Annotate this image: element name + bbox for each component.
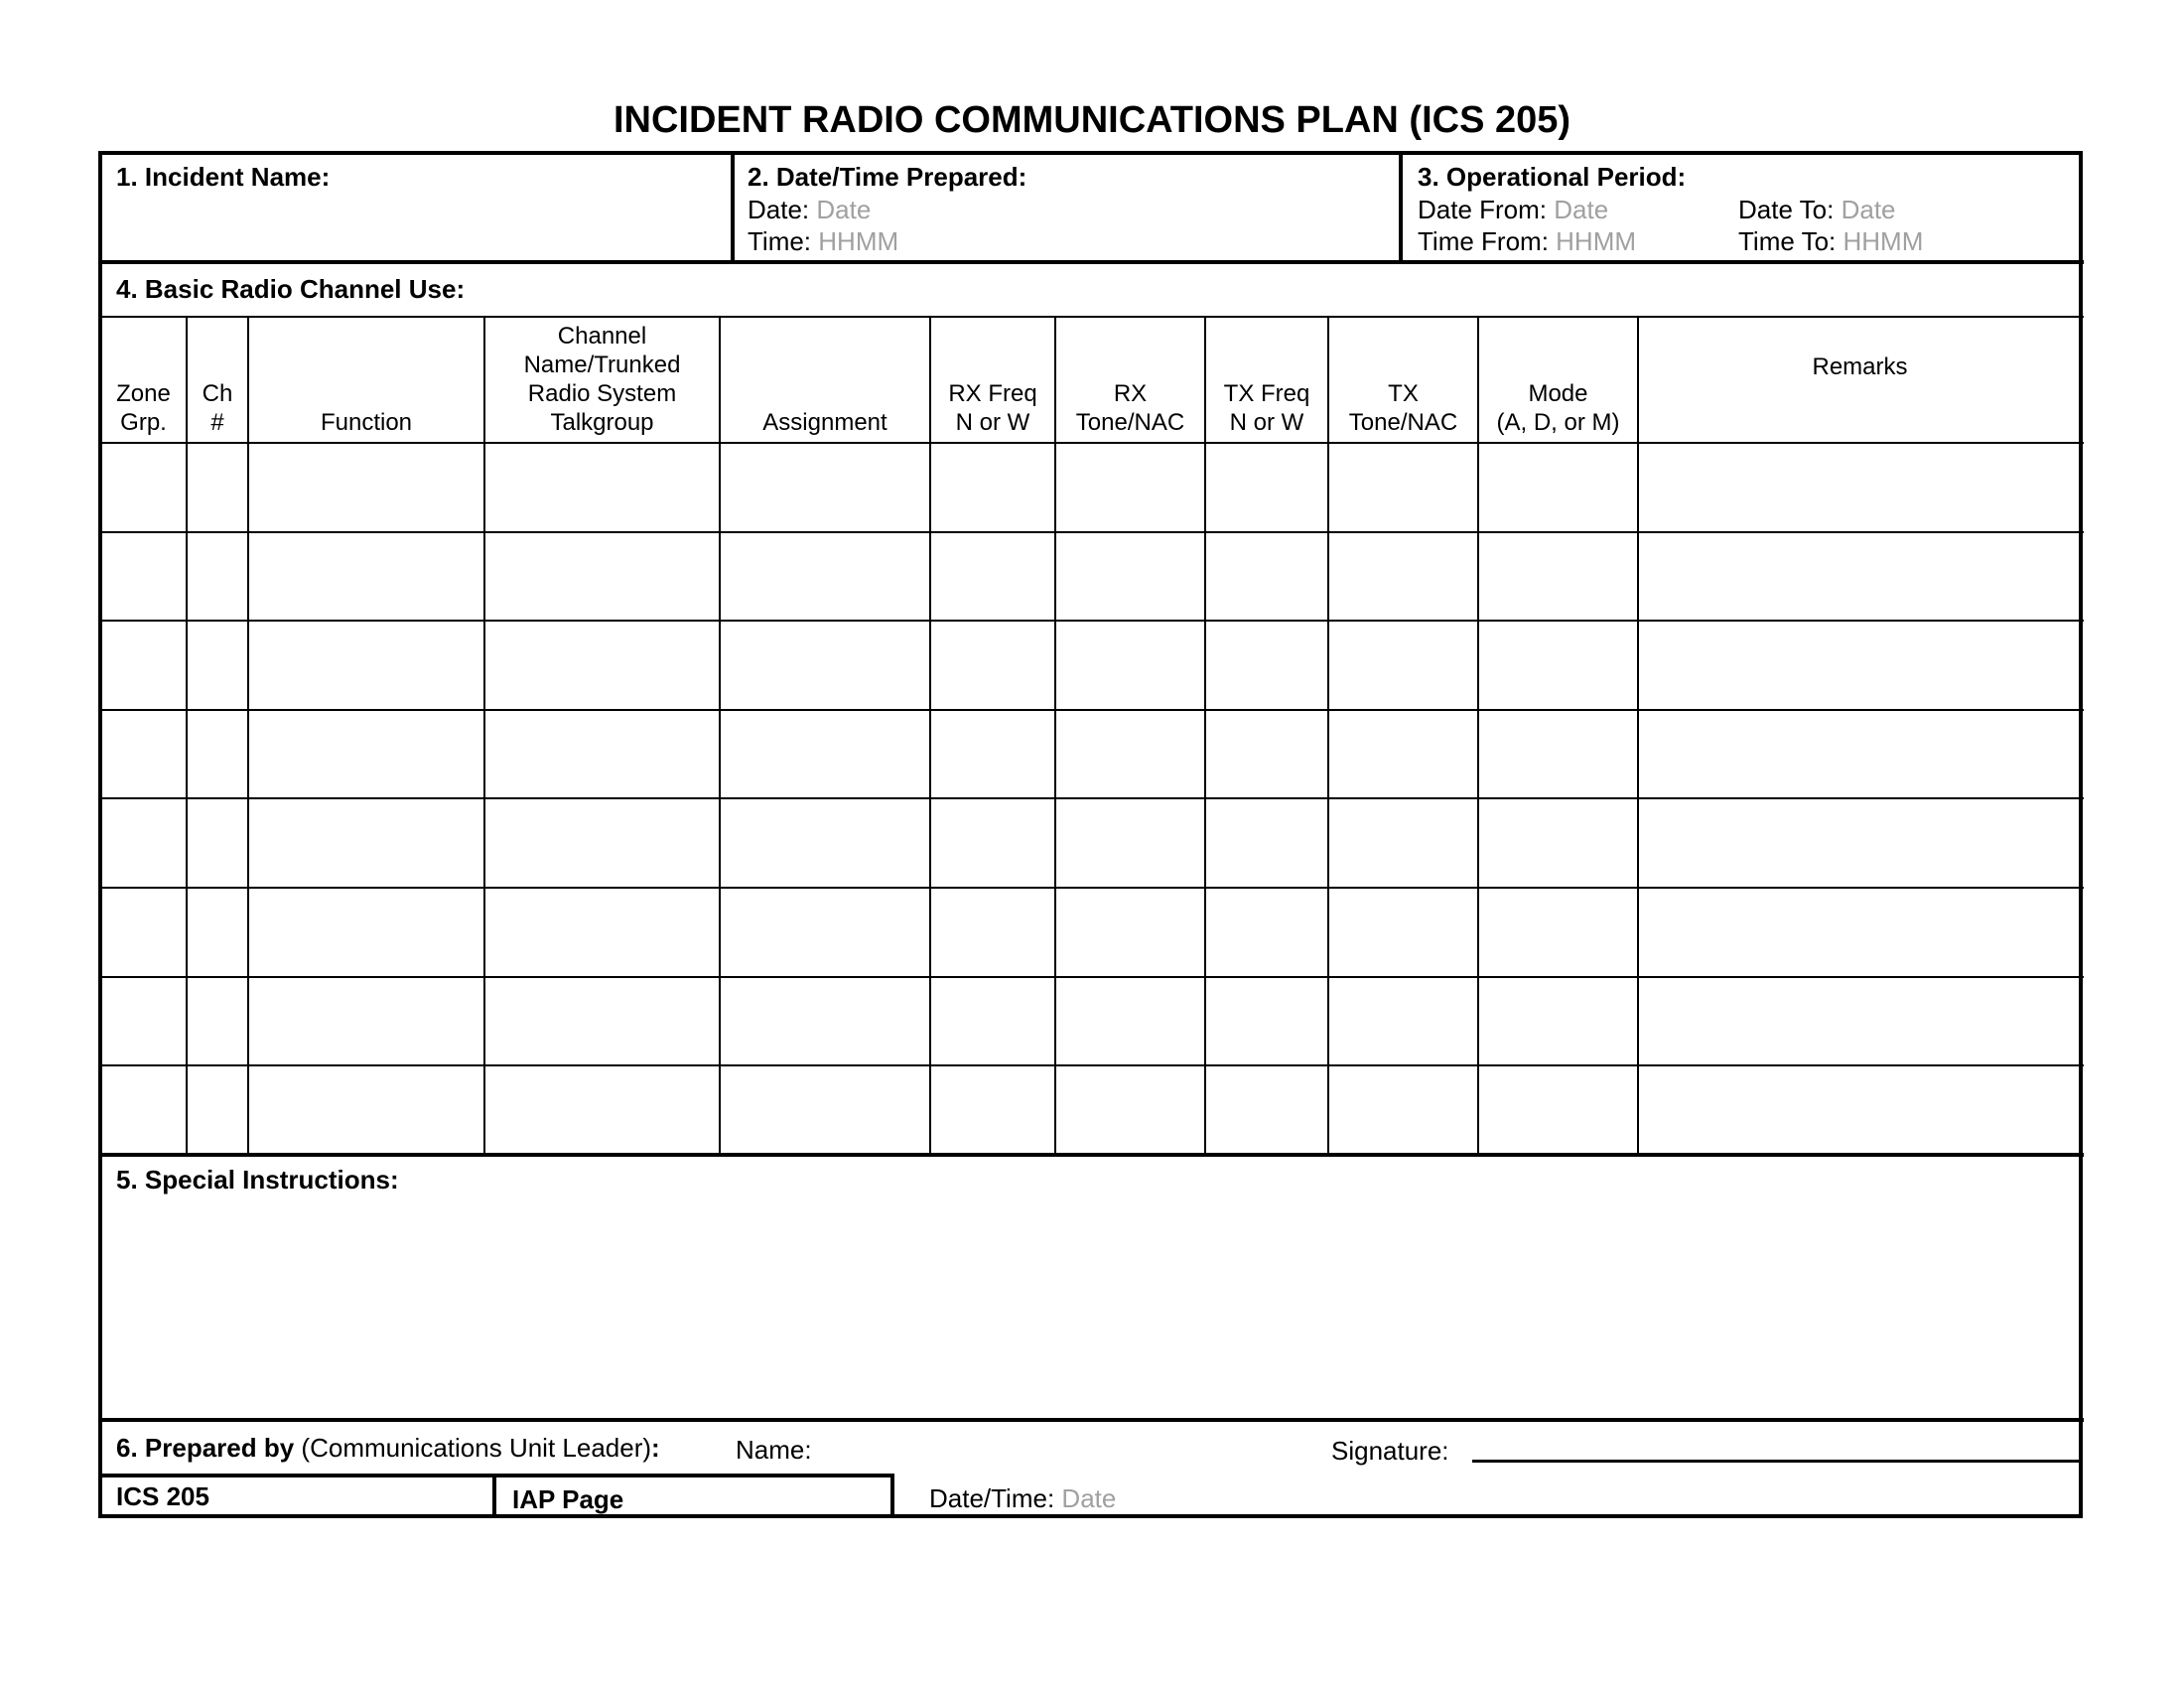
column-header-line: TX Freq	[1223, 380, 1310, 407]
column-header-line: Ch	[202, 380, 233, 407]
table-cell[interactable]	[1205, 1065, 1328, 1155]
column-header	[1638, 318, 2082, 443]
table-cell[interactable]	[1328, 532, 1478, 622]
table-cell[interactable]	[930, 888, 1055, 977]
time-label: Time:	[748, 226, 812, 256]
date-from-label: Date From:	[1418, 195, 1548, 224]
table-cell[interactable]	[1638, 710, 2082, 799]
divider	[98, 1474, 894, 1477]
column-divider	[929, 318, 931, 1155]
table-cell[interactable]	[1055, 532, 1205, 622]
signature-line[interactable]	[1472, 1460, 2081, 1463]
time-from-label: Time From:	[1418, 226, 1549, 256]
column-header-line: Tone/NAC	[1075, 409, 1185, 436]
table-cell[interactable]	[1328, 888, 1478, 977]
divider	[98, 1418, 2084, 1422]
column-header-line: Talkgroup	[550, 409, 654, 436]
table-cell[interactable]	[930, 1065, 1055, 1155]
table-cell[interactable]	[720, 621, 930, 710]
table-cell[interactable]	[1328, 710, 1478, 799]
table-cell[interactable]	[484, 710, 720, 799]
column-header	[930, 318, 1055, 443]
date-from-row	[1418, 195, 1608, 225]
table-cell[interactable]	[1205, 798, 1328, 888]
table-cell[interactable]	[930, 532, 1055, 622]
time-from-row	[1418, 226, 1636, 257]
table-cell[interactable]	[187, 888, 248, 977]
table-cell[interactable]	[248, 977, 484, 1066]
table-cell[interactable]	[930, 798, 1055, 888]
table-cell[interactable]	[1205, 977, 1328, 1066]
table-cell[interactable]	[484, 888, 720, 977]
divider	[731, 151, 735, 262]
table-cell[interactable]	[720, 1065, 930, 1155]
date-label: Date:	[748, 195, 810, 224]
table-cell[interactable]	[100, 621, 187, 710]
table-cell[interactable]	[187, 443, 248, 532]
table-cell[interactable]	[100, 532, 187, 622]
table-cell[interactable]	[484, 798, 720, 888]
table-cell[interactable]	[1328, 798, 1478, 888]
table-cell[interactable]	[248, 443, 484, 532]
table-cell[interactable]	[1638, 621, 2082, 710]
table-cell[interactable]	[100, 443, 187, 532]
table-cell[interactable]	[930, 710, 1055, 799]
form-id-label: ICS 205	[116, 1481, 209, 1511]
table-cell[interactable]	[720, 798, 930, 888]
table-cell[interactable]	[187, 977, 248, 1066]
date-to-label: Date To:	[1738, 195, 1835, 224]
table-cell[interactable]	[1205, 621, 1328, 710]
table-cell[interactable]	[484, 977, 720, 1066]
column-header	[1055, 318, 1205, 443]
table-cell[interactable]	[100, 977, 187, 1066]
column-header-line: N or W	[955, 409, 1030, 436]
column-header-line: RX	[1113, 380, 1148, 407]
table-cell[interactable]	[1478, 888, 1638, 977]
table-cell[interactable]	[1478, 977, 1638, 1066]
table-cell[interactable]	[1055, 977, 1205, 1066]
column-header	[1205, 318, 1328, 443]
column-header-line: Mode	[1528, 380, 1588, 407]
column-header-line: Name/Trunked	[523, 352, 681, 378]
time-to-field[interactable]: HHMM	[1843, 226, 1924, 256]
name-label: Name:	[736, 1435, 812, 1465]
datetime-label: Date/Time:	[929, 1483, 1055, 1513]
table-cell[interactable]	[1055, 443, 1205, 532]
table-cell[interactable]	[1638, 1065, 2082, 1155]
table-cell[interactable]	[930, 621, 1055, 710]
table-cell[interactable]	[187, 710, 248, 799]
table-cell[interactable]	[1328, 1065, 1478, 1155]
column-header-line: Radio System	[527, 380, 677, 407]
table-cell[interactable]	[1638, 798, 2082, 888]
table-cell[interactable]	[1478, 621, 1638, 710]
form-title: INCIDENT RADIO COMMUNICATIONS PLAN (ICS 205)	[613, 99, 1571, 141]
iap-page-label: IAP Page	[512, 1484, 624, 1514]
column-header	[1328, 318, 1478, 443]
column-header-line: (A, D, or M)	[1496, 409, 1620, 436]
table-cell[interactable]	[248, 888, 484, 977]
table-cell[interactable]	[484, 1065, 720, 1155]
table-cell[interactable]	[1055, 621, 1205, 710]
table-cell[interactable]	[1205, 532, 1328, 622]
table-cell[interactable]	[248, 710, 484, 799]
table-cell[interactable]	[484, 532, 720, 622]
column-header-line: Remarks	[1812, 352, 1908, 380]
divider	[492, 1474, 496, 1518]
column-header-line: Assignment	[762, 409, 887, 436]
table-cell[interactable]	[100, 1065, 187, 1155]
column-header-line: Function	[320, 409, 413, 436]
table-cell[interactable]	[1478, 532, 1638, 622]
prepared-by-label: 6. Prepared by (Communications Unit Leader):	[116, 1433, 660, 1463]
table-cell[interactable]	[187, 798, 248, 888]
table-cell[interactable]	[1205, 888, 1328, 977]
table-cell[interactable]	[187, 621, 248, 710]
column-divider	[1204, 318, 1206, 1155]
table-cell[interactable]	[1478, 710, 1638, 799]
time-to-label: Time To:	[1738, 226, 1837, 256]
table-cell[interactable]	[1205, 443, 1328, 532]
table-cell[interactable]	[1478, 798, 1638, 888]
column-header-line: RX Freq	[948, 380, 1037, 407]
date-prepared-field[interactable]: Date	[816, 195, 872, 224]
incident-name-field[interactable]	[104, 199, 728, 258]
date-from-field[interactable]: Date	[1554, 195, 1609, 224]
column-header-line: Channel	[557, 323, 647, 350]
divider	[1399, 151, 1403, 262]
column-header-line: #	[210, 409, 224, 436]
table-cell[interactable]	[187, 1065, 248, 1155]
table-cell[interactable]	[100, 798, 187, 888]
row-divider	[98, 1153, 2084, 1157]
column-header-line: Tone/NAC	[1348, 409, 1458, 436]
column-divider	[186, 318, 188, 1155]
column-divider	[1637, 318, 1639, 1155]
prepared-datetime-row	[929, 1483, 1116, 1514]
table-cell[interactable]	[1055, 798, 1205, 888]
special-instructions-field[interactable]	[104, 1201, 2080, 1415]
table-cell[interactable]	[484, 443, 720, 532]
special-instructions-label: 5. Special Instructions:	[116, 1165, 399, 1195]
column-header	[100, 318, 187, 443]
incident-name-label: 1. Incident Name:	[116, 162, 331, 192]
table-cell[interactable]	[1478, 443, 1638, 532]
table-cell[interactable]	[1638, 443, 2082, 532]
table-cell[interactable]	[720, 710, 930, 799]
table-cell[interactable]	[248, 798, 484, 888]
table-cell[interactable]	[1328, 443, 1478, 532]
column-header-line: Grp.	[120, 409, 167, 436]
divider	[890, 1474, 894, 1518]
column-header	[187, 318, 248, 443]
table-cell[interactable]	[930, 443, 1055, 532]
date-time-prepared-label: 2. Date/Time Prepared:	[748, 162, 1027, 192]
table-cell[interactable]	[930, 977, 1055, 1066]
date-to-row	[1738, 195, 1896, 225]
column-divider	[1054, 318, 1056, 1155]
date-to-field[interactable]: Date	[1841, 195, 1896, 224]
basic-radio-channel-use-label: 4. Basic Radio Channel Use:	[116, 274, 466, 304]
time-from-field[interactable]: HHMM	[1556, 226, 1637, 256]
table-cell[interactable]	[720, 532, 930, 622]
table-cell[interactable]	[484, 621, 720, 710]
table-cell[interactable]	[248, 1065, 484, 1155]
table-cell[interactable]	[720, 977, 930, 1066]
table-cell[interactable]	[1638, 532, 2082, 622]
operational-period-label: 3. Operational Period:	[1418, 162, 1687, 192]
column-divider	[719, 318, 721, 1155]
table-cell[interactable]	[100, 710, 187, 799]
date-prepared-row	[748, 195, 871, 225]
column-header-line: N or W	[1229, 409, 1304, 436]
column-header-line: TX	[1388, 380, 1419, 407]
column-divider	[247, 318, 249, 1155]
column-divider	[1327, 318, 1329, 1155]
table-cell[interactable]	[248, 532, 484, 622]
time-prepared-field[interactable]: HHMM	[818, 226, 899, 256]
table-cell[interactable]	[1055, 1065, 1205, 1155]
table-cell[interactable]	[1055, 888, 1205, 977]
name-field[interactable]	[824, 1430, 1310, 1468]
table-cell[interactable]	[187, 532, 248, 622]
table-cell[interactable]	[1328, 621, 1478, 710]
column-header-line: Zone	[116, 380, 171, 407]
column-divider	[1477, 318, 1479, 1155]
table-cell[interactable]	[248, 621, 484, 710]
time-to-row	[1738, 226, 1923, 257]
column-divider	[483, 318, 485, 1155]
table-cell[interactable]	[720, 888, 930, 977]
table-cell[interactable]	[1638, 977, 2082, 1066]
time-prepared-row	[748, 226, 898, 257]
column-header	[720, 318, 930, 443]
prepared-datetime-field[interactable]: Date	[1061, 1483, 1117, 1513]
column-header	[248, 318, 484, 443]
column-header	[1478, 318, 1638, 443]
table-cell[interactable]	[720, 443, 930, 532]
table-cell[interactable]	[1328, 977, 1478, 1066]
table-cell[interactable]	[1205, 710, 1328, 799]
table-cell[interactable]	[1478, 1065, 1638, 1155]
divider	[98, 260, 2084, 264]
table-cell[interactable]	[1638, 888, 2082, 977]
table-cell[interactable]	[1055, 710, 1205, 799]
column-header	[484, 318, 720, 443]
table-cell[interactable]	[100, 888, 187, 977]
signature-label: Signature:	[1331, 1436, 1449, 1466]
